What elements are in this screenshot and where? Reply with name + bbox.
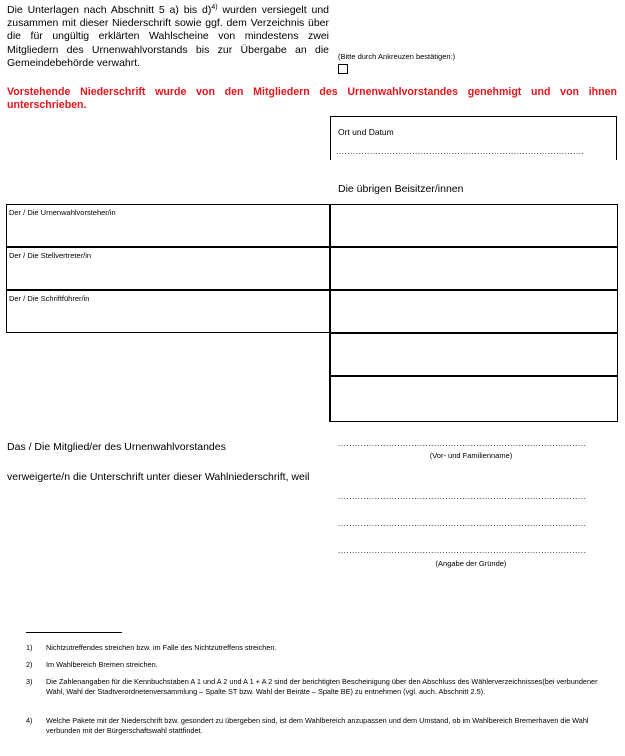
beisitzer-signature-box-2[interactable] <box>330 247 618 290</box>
refusal-name-caption: (Vor- und Familienname) <box>429 451 513 460</box>
footnote-ref-4: 4) <box>211 4 218 11</box>
place-date-label: Ort und Datum <box>338 127 394 137</box>
refusal-name-field[interactable]: ........................................................................................ <box>338 439 587 448</box>
refusal-reason-field-1[interactable]: ........................................................................................ <box>338 492 587 501</box>
confirm-label: (Bitte durch Ankreuzen bestätigen:) <box>338 52 456 61</box>
footnote-3-text: Die Zahlenangaben für die Kennbuchstaben A 1 und A 2 und A 1 + A 2 sind der berichtigten Bescheinigung über den Abschluss des Wählerverzeichnisses(bei verbundener Wahl, Wahl der Stadtverordnetenversammlung – Spalte ST bzw. Wahl der Beiräte – Spalte BE) zu entnehmen (vgl. auch. Abschnitt 2.5). <box>46 677 598 696</box>
signature-label-vorsteher: Der / Die Urnenwahlvorsteher/in <box>9 208 116 217</box>
intro-text-start: Die Unterlagen nach Abschnitt 5 a) bis d) <box>7 4 212 16</box>
confirm-checkbox[interactable] <box>338 64 348 74</box>
intro-paragraph <box>7 4 329 70</box>
intro-text-end: wurden versiegelt und zusammen mit dieser Niederschrift sowie ggf. dem Verzeichnis über die für ungültig erklärten Wahlscheine von mindestens zwei Mitgliedern des Urnenwahlvorstands bis zur Übergabe an die Gemeindebehörde verwahrt. <box>7 4 329 69</box>
footnote-1-number: 1) <box>26 643 33 652</box>
beisitzer-signature-box-3[interactable] <box>330 290 618 333</box>
refusal-member-text: Das / Die Mitglied/er des Urnenwahlvorstandes <box>7 441 226 453</box>
refusal-reasons-caption: (Angabe der Gründe) <box>435 559 507 568</box>
signature-label-stellvertreter: Der / Die Stellvertreter/in <box>9 251 92 260</box>
beisitzer-signature-box-1[interactable] <box>330 204 618 247</box>
footnote-2-number: 2) <box>26 660 33 669</box>
place-date-field[interactable]: ........................................................................................ <box>336 147 585 156</box>
footnote-4-number: 4) <box>26 716 33 725</box>
footnote-1-text: Nichtzutreffendes streichen bzw. im Falle des Nichtzutreffens streichen. <box>46 643 277 652</box>
beisitzer-heading: Die übrigen Beisitzer/innen <box>338 183 464 195</box>
approval-statement: Vorstehende Niederschrift wurde von den Mitgliedern des Urnenwahlvorstandes genehmigt und von ihnen unterschrieben. <box>7 86 617 111</box>
refusal-reason-text: verweigerte/n die Unterschrift unter dieser Wahlniederschrift, weil <box>7 471 310 483</box>
footnote-3-number: 3) <box>26 677 33 686</box>
signature-divider <box>329 204 331 422</box>
signature-label-schriftfuehrer: Der / Die Schriftführer/in <box>9 294 90 303</box>
footnote-2-text: Im Wahlbereich Bremen streichen. <box>46 660 158 669</box>
footnote-4-text: Welche Pakete mit der Niederschrift bzw. gesondert zu übergeben sind, ist dem Wahlbereich anzupassen und dem Umstand, ob im Wahlbereich Bremerhaven die Wahl verbunden mit der Bürgerschaftswahl stattfindet. <box>46 716 589 735</box>
footnote-separator <box>26 632 122 633</box>
beisitzer-signature-box-4[interactable] <box>330 333 618 376</box>
refusal-reason-field-3[interactable]: ........................................................................................ <box>338 546 587 555</box>
beisitzer-signature-box-5[interactable] <box>330 376 618 422</box>
refusal-reason-field-2[interactable]: ........................................................................................ <box>338 519 587 528</box>
